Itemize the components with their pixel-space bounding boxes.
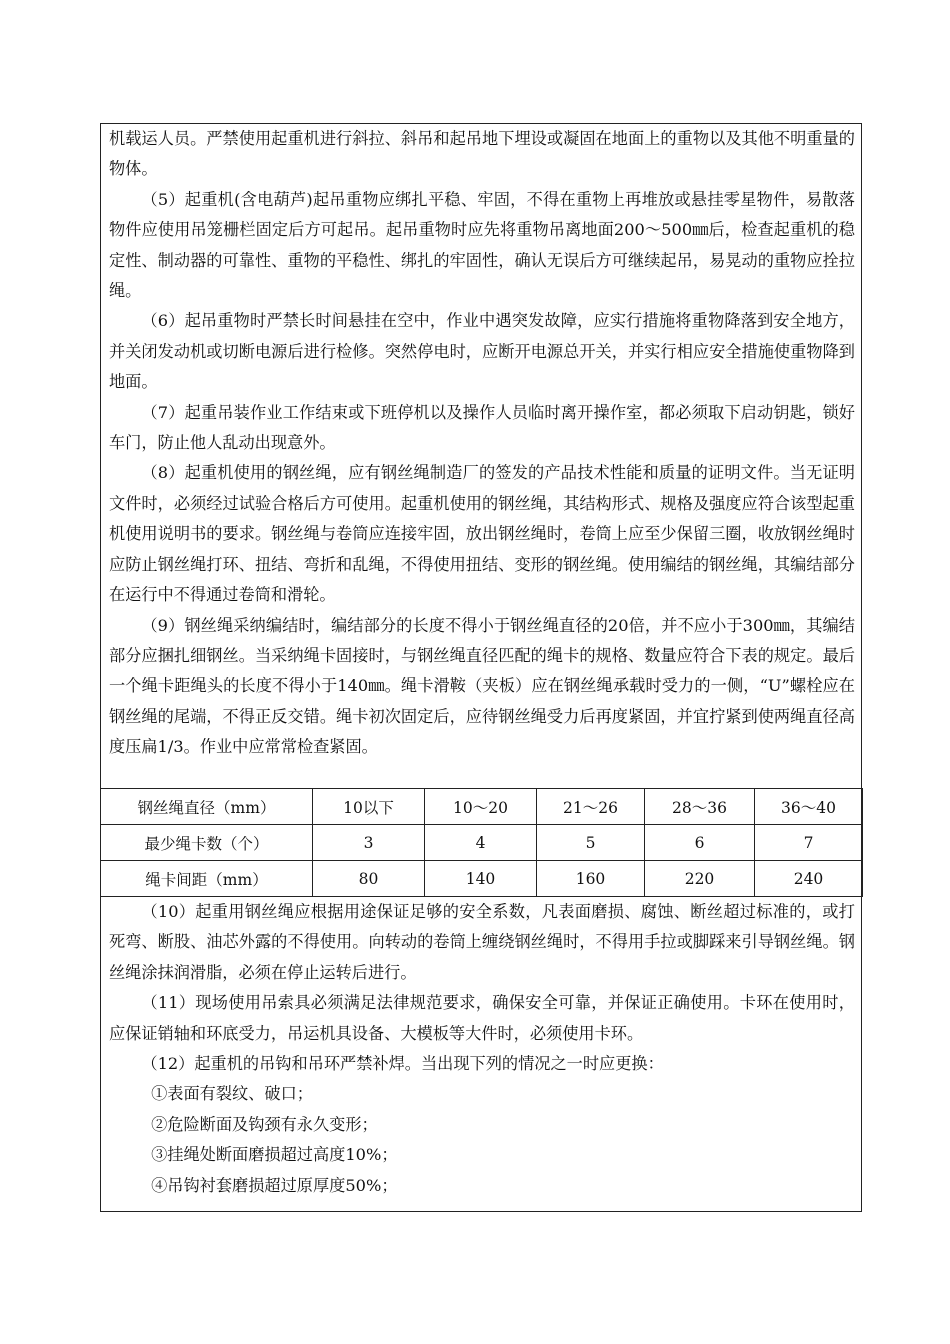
wire-rope-clip-table [100,788,863,897]
bottom-text-block [109,897,855,1201]
table-row [101,861,863,897]
document-frame [100,123,862,1212]
table-cell: 4 [425,825,537,861]
paragraph: （8）起重机使用的钢丝绳，应有钢丝绳制造厂的签发的产品技术性能和质量的证明文件。当无证明文件时，必须经过试验合格后方可使用。起重机使用的钢丝绳，其结构形式、规格及强度应符合该型起重机使用说明书的要求。钢丝绳与卷筒应连接牢固，放出钢丝绳时，卷筒上应至少保留三圈，收放钢丝绳时应防止钢丝绳打环、扭结、弯折和乱绳，不得使用扭结、变形的钢丝绳。使用编结的钢丝绳，其编结部分在运行中不得通过卷筒和滑轮。 [109,463,855,605]
paragraph: （9）钢丝绳采纳编结时，编结部分的长度不得小于钢丝绳直径的20倍，并不应小于300㎜，其编结部分应捆扎细钢丝。当采纳绳卡固接时，与钢丝绳直径匹配的绳卡的规格、数量应符合下表的规定。最后一个绳卡距绳头的长度不得小于140㎜。绳卡滑鞍（夹板）应在钢丝绳承载时受力的一侧，“U”螺栓应在钢丝绳的尾端，不得正反交错。绳卡初次固定后，应待钢丝绳受力后再度紧固，并宜拧紧到使两绳直径高度压扁1/3。作业中应常常检查紧固。 [109,615,855,757]
row-header-cell: 最少绳卡数（个） [101,825,313,861]
paragraph: （10）起重用钢丝绳应根据用途保证足够的安全系数，凡表面磨损、腐蚀、断丝超过标准的，或打死弯、断股、油芯外露的不得使用。向转动的卷筒上缠绕钢丝绳时，不得用手拉或脚踩来引导钢丝绳。钢丝绳涂抹润滑脂，必须在停止运转后进行。 [109,902,855,982]
paragraph: （7）起重吊装作业工作结束或下班停机以及操作人员临时离开操作室，都必须取下启动钥匙，锁好车门，防止他人乱动出现意外。 [109,402,855,453]
table-cell: 36～40 [755,789,863,825]
table-cell: 6 [645,825,755,861]
paragraph: （6）起吊重物时严禁长时间悬挂在空中，作业中遇突发故障，应实行措施将重物降落到安全地方，并关闭发动机或切断电源后进行检修。突然停电时，应断开电源总开关，并实行相应安全措施使重物降到地面。 [109,311,855,392]
table-cell: 80 [313,861,425,897]
list-item: ①表面有裂纹、破口； [151,1084,313,1104]
row-header-cell: 钢丝绳直径（mm） [101,789,313,825]
paragraph: （12）起重机的吊钩和吊环严禁补焊。当出现下列的情况之一时应更换： [141,1054,664,1074]
table-row [101,825,863,861]
table-cell: 10以下 [313,789,425,825]
table-cell: 3 [313,825,425,861]
table-cell: 7 [755,825,863,861]
row-header-cell: 绳卡间距（mm） [101,861,313,897]
list-item: ③挂绳处断面磨损超过高度10%； [151,1145,398,1165]
list-item: ④吊钩衬套磨损超过原厚度50%； [151,1175,398,1195]
paragraph: 机载运人员。严禁使用起重机进行斜拉、斜吊和起吊地下埋设或凝固在地面上的重物以及其他不明重量的物体。 [109,129,855,179]
table-cell: 5 [537,825,645,861]
table-cell: 10～20 [425,789,537,825]
list-item: ②危险断面及钩颈有永久变形； [151,1114,378,1134]
table-cell: 240 [755,861,863,897]
table-cell: 28～36 [645,789,755,825]
table-row [101,789,863,825]
paragraph: （11）现场使用吊索具必须满足法律规范要求，确保安全可靠，并保证正确使用。卡环在使用时，应保证销轴和环底受力，吊运机具设备、大模板等大件时，必须使用卡环。 [109,993,855,1043]
paragraph: （5）起重机(含电葫芦)起吊重物应绑扎平稳、牢固，不得在重物上再堆放或悬挂零星物件，易散落物件应使用吊笼栅栏固定后方可起吊。起吊重物时应先将重物吊离地面200～500㎜后，检查起重机的稳定性、制动器的可靠性、重物的平稳性、绑扎的牢固性，确认无误后方可继续起吊，易晃动的重物应拴拉绳。 [109,189,855,301]
top-text-block [109,124,855,763]
table-cell: 140 [425,861,537,897]
table-cell: 21～26 [537,789,645,825]
table-cell: 160 [537,861,645,897]
table-cell: 220 [645,861,755,897]
